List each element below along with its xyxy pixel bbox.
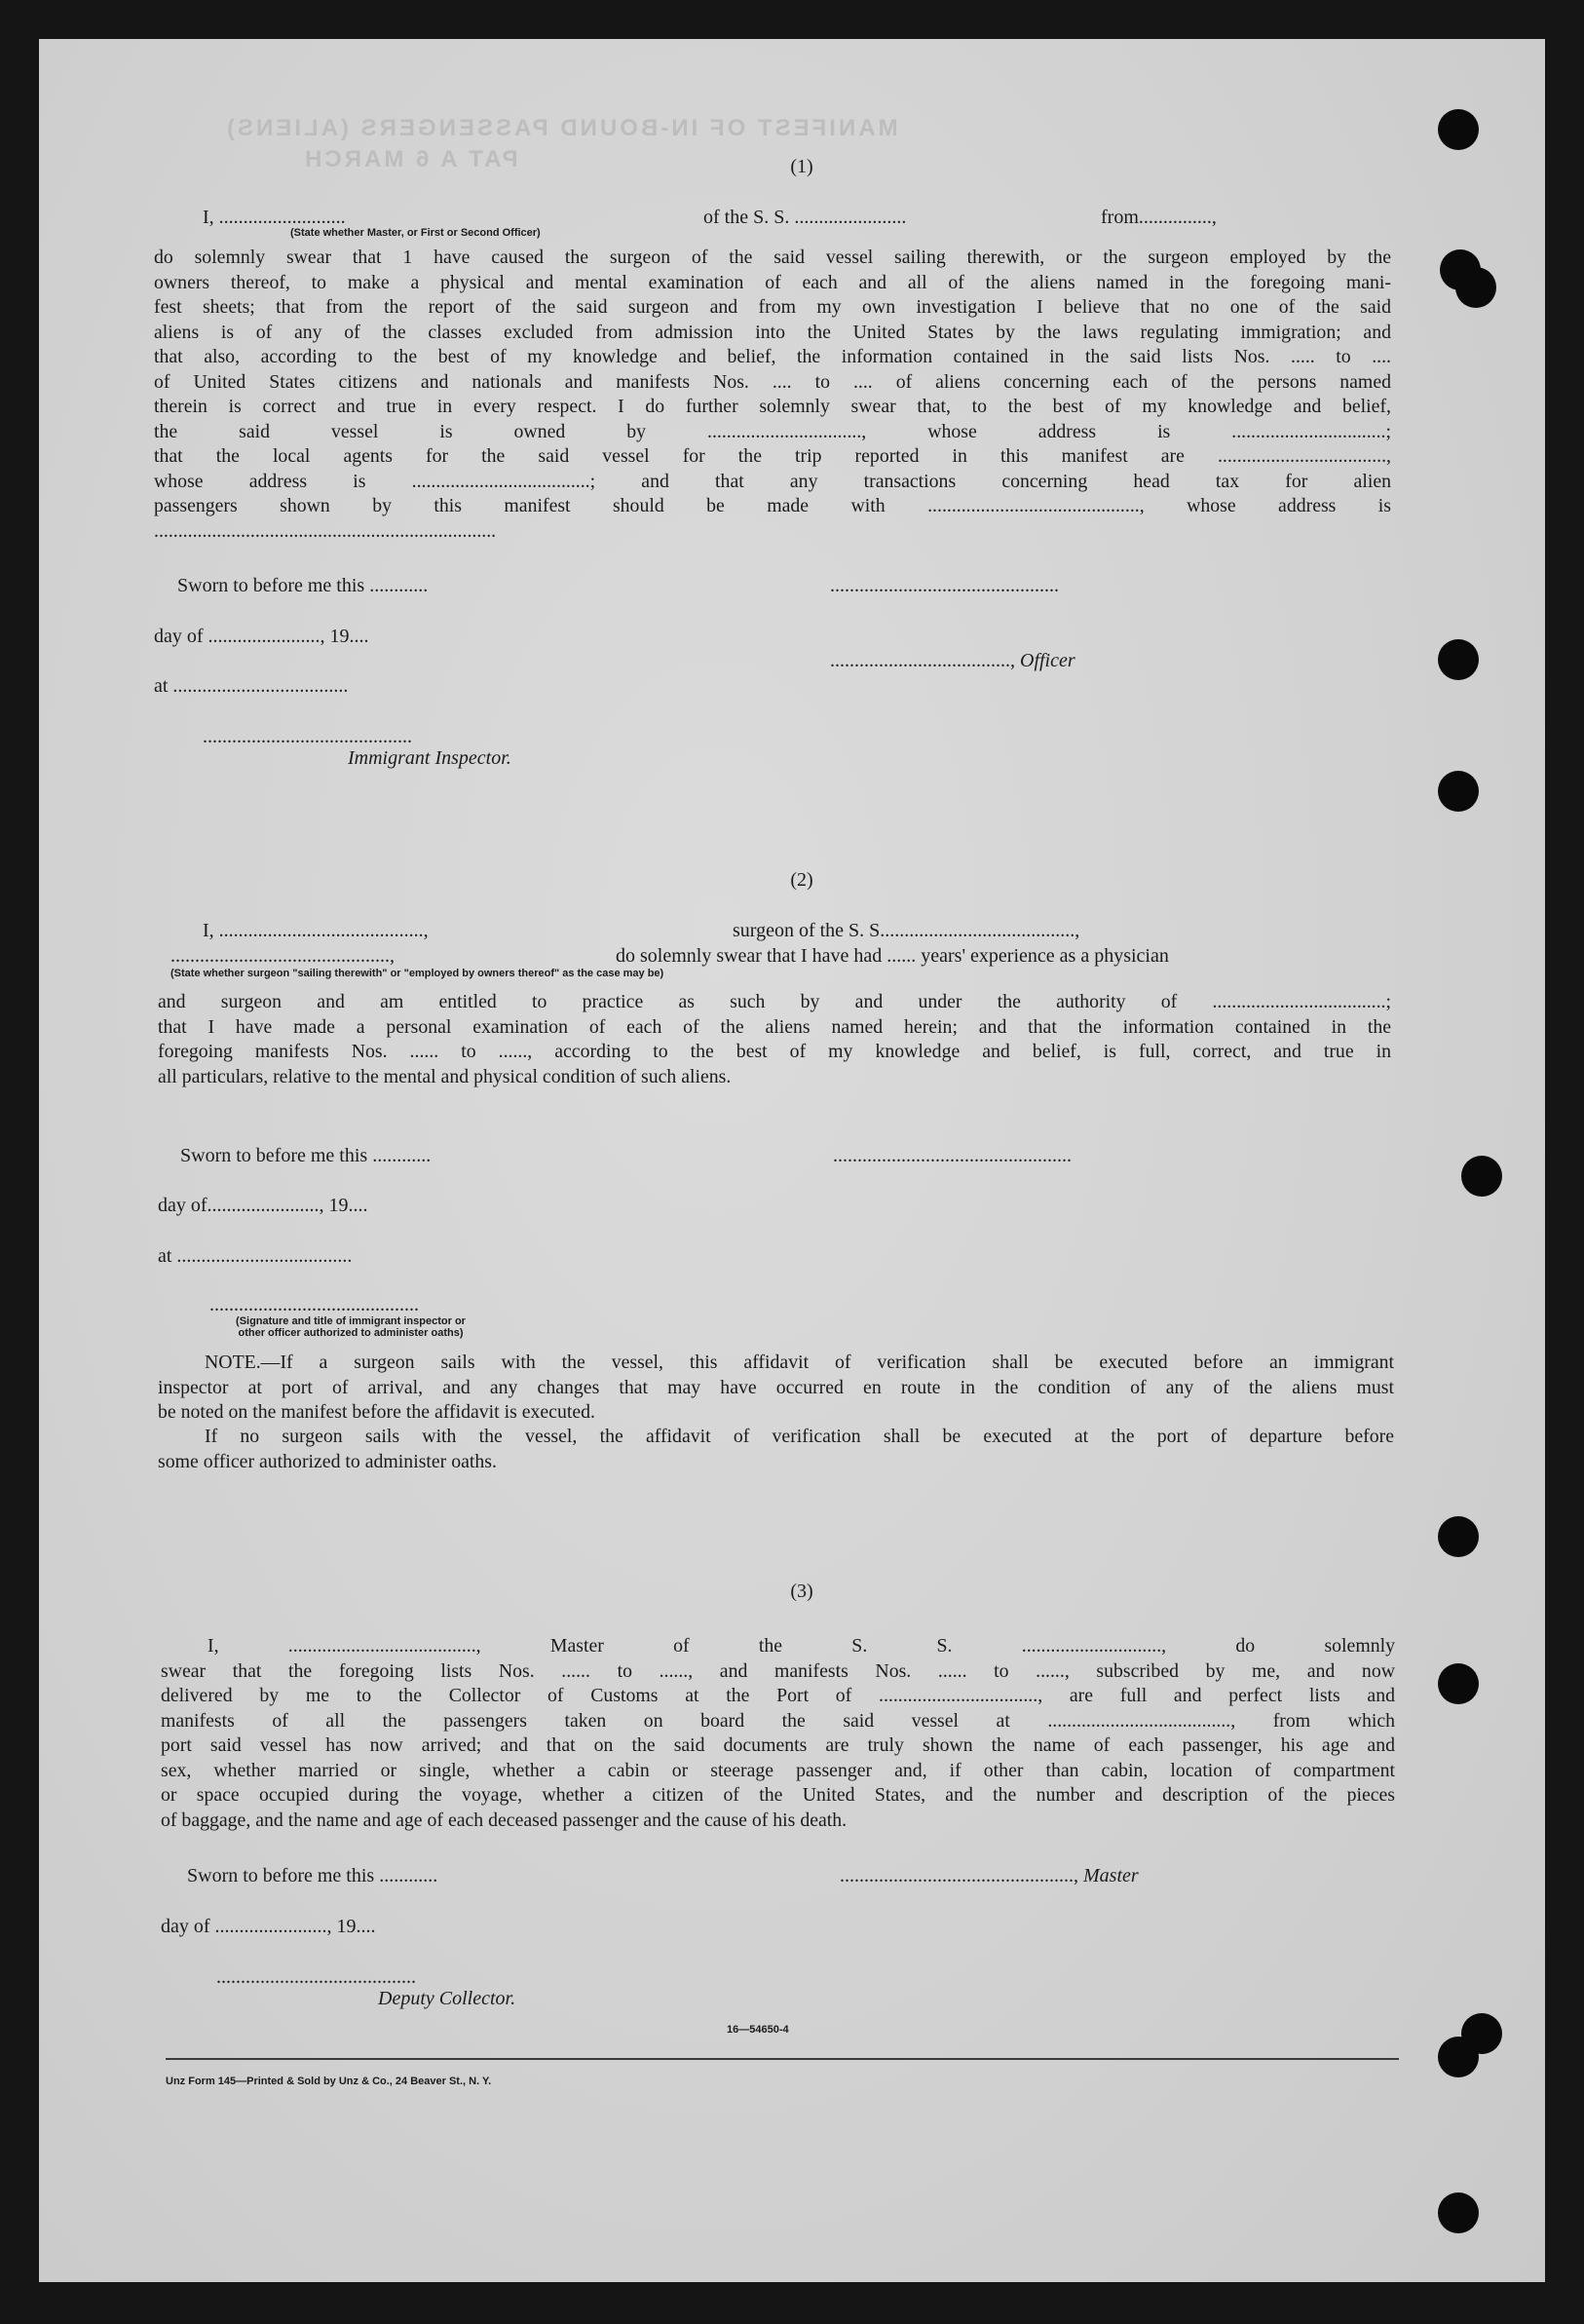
surgeon-name-line: I, ..........................................,	[203, 920, 429, 941]
sworn-line: Sworn to before me this ............	[180, 1145, 432, 1166]
collector-label: Deputy Collector.	[378, 1988, 516, 2009]
day-of-line: day of......................., 19....	[158, 1195, 368, 1216]
paragraph-line: sex, whether married or single, whether a cabin or steerage passenger and, if other than cabin, location of compartment	[161, 1759, 1395, 1781]
punch-hole	[1455, 267, 1496, 308]
punch-hole	[1438, 2192, 1479, 2233]
inspector-label: Immigrant Inspector.	[348, 747, 511, 769]
paragraph-line: that also, according to the best of my knowledge and belief, the information contained in the said lists Nos. ..... to ....	[154, 346, 1391, 367]
paragraph-line: delivered by me to the Collector of Customs at the Port of ................................., are full and perfect lists and	[161, 1685, 1395, 1706]
inspector-signature-dots: ...........................................	[203, 726, 412, 747]
surgeon-vessel-line: surgeon of the S. S........................................,	[733, 920, 1080, 941]
officer-label: Officer	[1020, 650, 1075, 671]
punch-hole	[1438, 1516, 1479, 1557]
section-number-1: (1)	[790, 156, 813, 177]
surgeon-status-note: (State whether surgeon "sailing therewith" or "employed by owners thereof" as the case may be)	[170, 968, 664, 979]
printer-imprint: Unz Form 145—Printed & Sold by Unz & Co., 24 Beaver St., N. Y.	[166, 2076, 492, 2087]
footer-rule	[166, 2058, 1399, 2060]
document-page	[39, 39, 1545, 2282]
paragraph-line: I, ......................................., Master of the S. S. ............................., do solemnly	[207, 1635, 1395, 1657]
master-signature-line	[840, 1863, 1139, 1888]
note-paragraph-2	[158, 1425, 1394, 1474]
paragraph-line: and surgeon and am entitled to practice as such by and under the authority of ....................................;	[158, 991, 1391, 1012]
paragraph-line: owners thereof, to make a physical and mental examination of each and all of the aliens named in the foregoing mani-	[154, 271, 1391, 293]
paragraph-line: be noted on the manifest before the affidavit is executed.	[158, 1401, 595, 1423]
paragraph-line: whose address is .....................................; and that any transactions concerning head tax for alien	[154, 470, 1391, 492]
surgeon-oath-paragraph	[158, 990, 1391, 1089]
paragraph-line: port said vessel has now arrived; and that on the said documents are truly shown the name of each passenger, his age and	[161, 1734, 1395, 1756]
bleed-through-title: MANIFEST OF IN-BOUND PASSENGERS (ALIENS)	[224, 115, 898, 141]
paragraph-line: foregoing manifests Nos. ...... to ......, according to the best of my knowledge and belief, is full, correct, and true in	[158, 1041, 1391, 1062]
master-dots: ................................................,	[840, 1865, 1083, 1886]
collector-oath-paragraph	[161, 1634, 1395, 1833]
paragraph-line: that the local agents for the said vessel for the trip reported in this manifest are ...................................,	[154, 445, 1391, 467]
paragraph-line: manifests of all the passengers taken on board the said vessel at ......................................, from which	[161, 1709, 1395, 1732]
officer-rank-note: (State whether Master, or First or Second Officer)	[290, 227, 541, 239]
surgeon-signature-dots: .................................................	[833, 1145, 1072, 1166]
officer-signature-line	[830, 648, 1075, 673]
surgeon-status-dots: .............................................,	[170, 945, 395, 967]
paragraph-line: all particulars, relative to the mental and physical condition of such aliens.	[158, 1065, 732, 1087]
paragraph-line: do solemnly swear that 1 have caused the surgeon of the said vessel sailing therewith, or the surgeon employed by the	[154, 247, 1391, 268]
paragraph-line: some officer authorized to administer oaths.	[158, 1450, 497, 1472]
inspector-signature-dots: ...........................................	[209, 1294, 419, 1315]
punch-hole	[1438, 2037, 1479, 2077]
collector-signature-dots: .........................................	[216, 1966, 416, 1988]
paragraph-line: or space occupied during the voyage, whether a citizen of the United States, and the number and description of the pieces	[161, 1784, 1395, 1806]
punch-hole	[1438, 109, 1479, 150]
paragraph-line: aliens is of any of the classes excluded from admission into the United States by the laws regulating immigration; and	[154, 321, 1391, 343]
paragraph-line: If no surgeon sails with the vessel, the affidavit of verification shall be executed at the port of departure before	[205, 1426, 1394, 1447]
day-of-line: day of ......................., 19....	[154, 626, 369, 647]
sworn-line: Sworn to before me this ............	[177, 575, 429, 596]
sworn-line: Sworn to before me this ............	[187, 1865, 438, 1886]
paragraph-line: swear that the foregoing lists Nos. ...... to ......, and manifests Nos. ...... to ......, subscribed by me, and now	[161, 1659, 1395, 1682]
note-paragraph	[158, 1351, 1394, 1426]
paragraph-line: the said vessel is owned by ................................, whose address is ................................;	[154, 420, 1391, 442]
paragraph-line: passengers shown by this manifest should be made with ............................................, whose address is	[154, 495, 1391, 516]
master-name-line: I, ..........................	[203, 207, 346, 228]
punch-hole	[1438, 1663, 1479, 1704]
day-of-line: day of ......................., 19....	[161, 1916, 376, 1937]
paragraph-line: of United States citizens and nationals and manifests Nos. .... to .... of aliens concerning each of the persons named	[154, 370, 1391, 393]
paragraph-line: fest sheets; that from the report of the said surgeon and from my own investigation I believe that no one of the said	[154, 296, 1391, 318]
section-number-3: (3)	[790, 1581, 813, 1602]
master-oath-paragraph	[154, 246, 1391, 544]
paragraph-line: therein is correct and true in every respect. I do further solemnly swear that, to the best of my knowledge and belief,	[154, 396, 1391, 417]
surgeon-experience-line: do solemnly swear that I have had ...... years' experience as a physician	[616, 945, 1169, 967]
bleed-through-text: PAT A 6 MARCH	[302, 146, 518, 172]
at-line: at ....................................	[154, 675, 349, 697]
signature-title-note: (Signature and title of immigrant inspector or	[236, 1315, 466, 1327]
at-line: at ....................................	[158, 1245, 353, 1267]
vessel-name-line: of the S. S. .......................	[703, 207, 907, 228]
punch-hole	[1438, 771, 1479, 812]
paragraph-line: that I have made a personal examination of each of the aliens named herein; and that the information contained in the	[158, 1015, 1391, 1038]
master-label: Master	[1083, 1865, 1139, 1886]
paragraph-line: of baggage, and the name and age of each deceased passenger and the cause of his death.	[161, 1809, 848, 1831]
officer-dots: .....................................,	[830, 650, 1020, 671]
form-code: 16—54650-4	[727, 2024, 789, 2036]
signature-title-note: other officer authorized to administer oaths)	[238, 1327, 464, 1339]
punch-hole	[1438, 639, 1479, 680]
officer-signature-dots: ...............................................	[830, 575, 1059, 596]
paragraph-line: .......................................................................	[154, 519, 497, 542]
punch-hole	[1461, 1156, 1502, 1197]
from-port-line: from...............,	[1101, 207, 1217, 228]
paragraph-line: inspector at port of arrival, and any changes that may have occurred en route in the condition of any of the aliens must	[158, 1376, 1394, 1398]
paragraph-line: NOTE.—If a surgeon sails with the vessel, this affidavit of verification shall be executed before an immigrant	[205, 1352, 1394, 1373]
section-number-2: (2)	[790, 869, 813, 891]
